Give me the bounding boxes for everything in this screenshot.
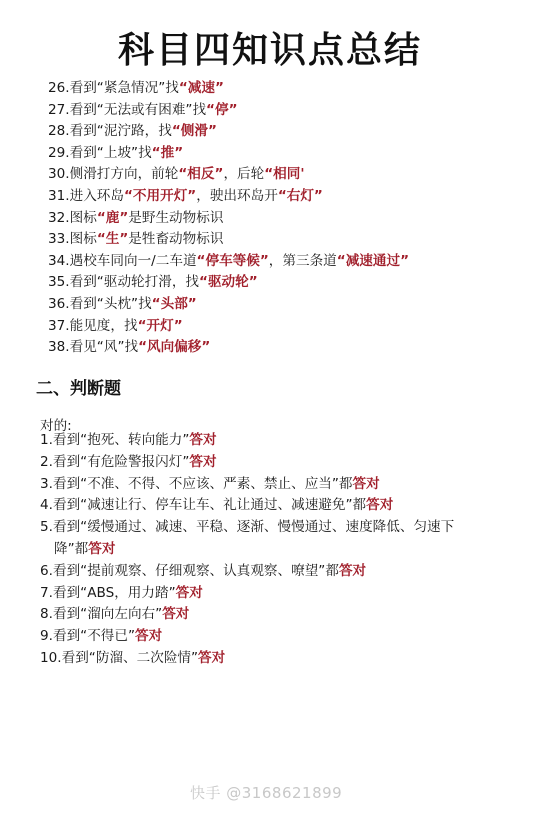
item-text: 33.图标	[48, 231, 97, 248]
item-text: ，驶出环岛开	[196, 187, 278, 204]
list-item	[40, 474, 510, 496]
item-text: 1.看到“抱死、转向能力”	[40, 432, 190, 448]
page-title: 科目四知识点总结	[117, 30, 422, 71]
highlight-text: 答对	[198, 649, 226, 666]
highlight-text: “头部”	[151, 295, 197, 312]
list-item	[40, 604, 510, 626]
item-text: 2.看到“有危险警报闪灯”	[40, 453, 190, 470]
highlight-text: “相反”	[178, 166, 224, 183]
item-text: 9.看到“不得已”	[40, 628, 136, 645]
list-item	[48, 294, 528, 316]
item-text: 是野生动物标识	[128, 209, 224, 226]
item-text: 3.看到“不准、不得、不应该、严素、禁止、应当”都	[40, 475, 353, 492]
list-item	[40, 517, 510, 539]
list-item	[40, 561, 510, 583]
list-item	[48, 229, 528, 251]
highlight-text: “侧滑”	[171, 123, 217, 140]
list-item	[40, 539, 510, 561]
item-text: 6.看到“提前观察、仔细观察、认真观察、嘹望”都	[40, 562, 339, 579]
watermark: 快手 @3168621899	[190, 784, 343, 802]
highlight-text: 答对	[189, 432, 217, 448]
item-text: 26.看到“紧急情况”找	[48, 80, 179, 96]
highlight-text: “右灯”	[277, 187, 323, 204]
highlight-text: “减速”	[178, 80, 224, 96]
highlight-text: “推”	[151, 144, 184, 161]
list-item	[48, 337, 528, 359]
item-text: 8.看到“溜向左向右”	[40, 606, 163, 623]
list-item	[48, 272, 528, 294]
highlight-text: “鹿”	[96, 209, 129, 226]
highlight-text: 答对	[175, 584, 203, 601]
list-item	[48, 100, 528, 122]
tips-list	[48, 78, 528, 359]
item-text: 32.图标	[48, 209, 97, 226]
list-item	[40, 648, 510, 670]
judgment-list	[40, 430, 510, 670]
list-item	[40, 430, 510, 452]
list-item	[40, 452, 510, 474]
highlight-text: “相同'	[264, 166, 305, 183]
item-text: 34.遇校车同向一/二车道	[48, 252, 197, 269]
item-text: 降”都	[54, 540, 89, 557]
list-item	[48, 186, 528, 208]
list-item	[48, 208, 528, 230]
item-text: 38.看见“风”找	[48, 339, 139, 356]
item-text: 35.看到“驱动轮打滑，找	[48, 274, 200, 291]
highlight-text: “开灯”	[137, 317, 183, 334]
item-text: 28.看到“泥泞路，找	[48, 123, 172, 140]
highlight-text: 答对	[135, 628, 163, 645]
item-text: 31.进入环岛	[48, 187, 124, 204]
section-title: 二、判断题	[36, 379, 121, 399]
highlight-text: “生”	[96, 231, 129, 248]
item-text: ，后轮	[223, 166, 265, 183]
item-text: 27.看到“无法或有困难”找	[48, 101, 207, 118]
item-text: 36.看到“头枕”找	[48, 295, 152, 312]
highlight-text: 答对	[366, 497, 394, 514]
highlight-text: 答对	[352, 475, 380, 492]
highlight-text: 答对	[338, 562, 367, 579]
highlight-text: 答对	[88, 540, 116, 557]
highlight-text: “驱动轮”	[199, 274, 258, 291]
item-text: 4.看到“减速让行、停车让车、礼让通过、减速避免”都	[40, 497, 367, 514]
highlight-text: “停”	[206, 101, 238, 118]
list-item	[48, 164, 528, 186]
item-text: 5.看到“缓慢通过、减速、平稳、逐渐、慢慢通过、速度降低、匀速下	[40, 519, 455, 536]
sub-label: 对的:	[40, 418, 72, 434]
item-text: 29.看到“上坡”找	[48, 144, 152, 161]
item-text: 37.能见度，找	[48, 317, 138, 334]
highlight-text: 答对	[189, 453, 217, 470]
list-item	[40, 495, 510, 517]
list-item	[48, 143, 528, 165]
item-text: 是牲畜动物标识	[128, 231, 224, 248]
list-item	[40, 583, 510, 605]
highlight-text: “风向偏移”	[138, 339, 211, 356]
list-item	[48, 251, 528, 273]
highlight-text: “减速通过”	[336, 252, 410, 269]
list-item	[48, 316, 528, 338]
highlight-text: “停车等候”	[196, 252, 269, 269]
highlight-text: “不用开灯”	[124, 187, 197, 204]
list-item	[40, 626, 510, 648]
item-text: ，第三条道	[268, 252, 337, 269]
item-text: 10.看到“防溜、二次险情”	[40, 649, 199, 666]
highlight-text: 答对	[162, 606, 190, 623]
list-item	[48, 121, 528, 143]
list-item	[48, 78, 528, 100]
item-text: 30.侧滑打方向，前轮	[48, 166, 179, 183]
item-text: 7.看到“ABS，用力踏”	[40, 584, 176, 601]
